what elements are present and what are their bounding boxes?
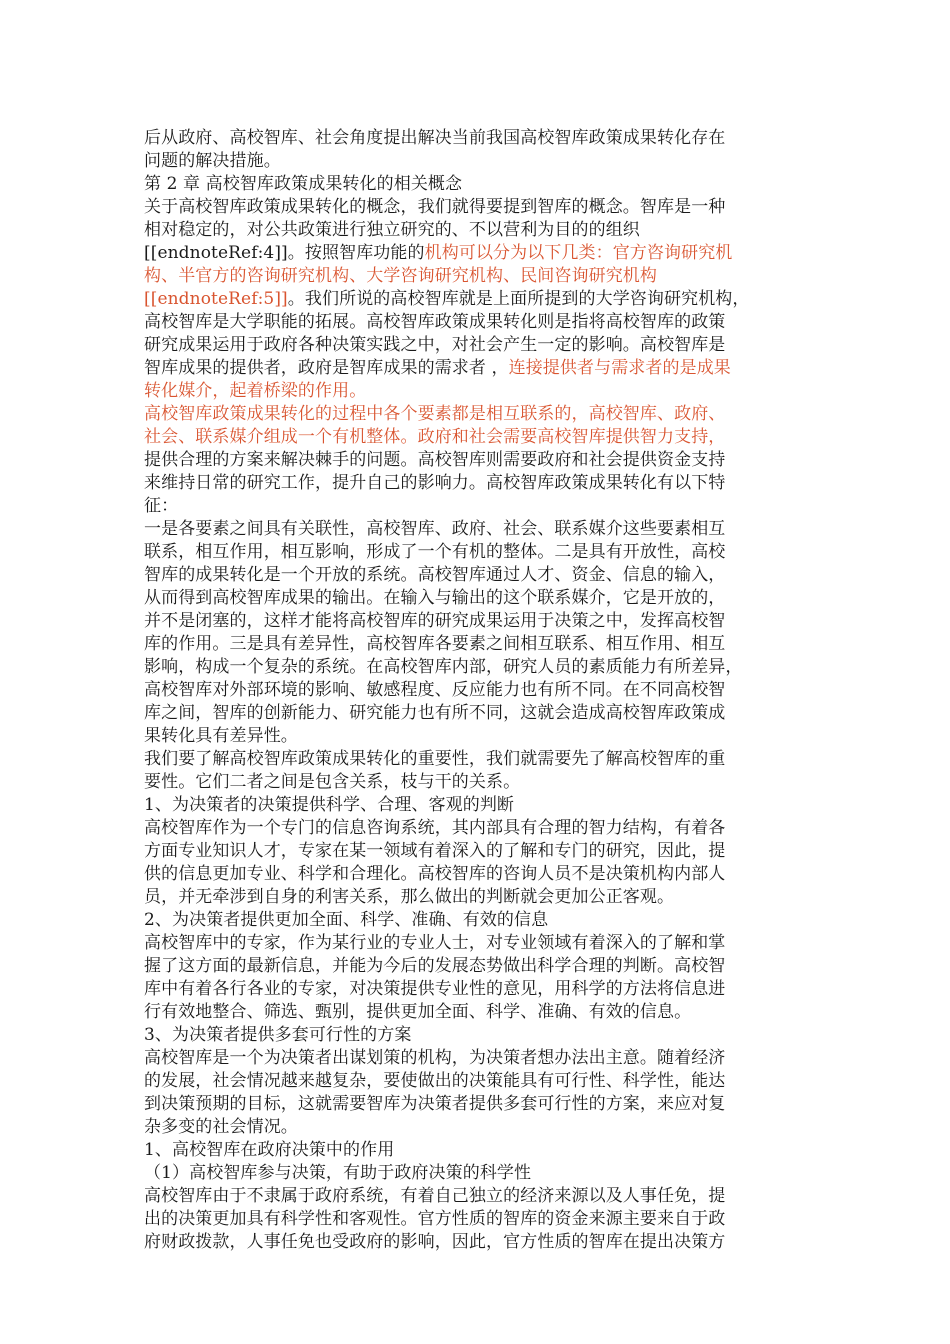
text-line xyxy=(144,748,808,771)
text-line xyxy=(144,1047,808,1070)
text-line xyxy=(144,955,808,978)
body-text: 方面专业知识人才，专家在某一领域有着深入的了解和专门的研究，因此，提 xyxy=(144,841,726,861)
body-text: 征： xyxy=(144,496,179,516)
document-body xyxy=(144,127,808,1254)
body-text: 到决策预期的目标，这就需要智库为决策者提供多套可行性的方案，来应对复 xyxy=(144,1094,726,1114)
highlighted-text: 机构可以分为以下几类：官方咨询研究机 xyxy=(424,243,733,263)
text-line xyxy=(144,311,808,334)
body-text: 高校智库是一个为决策者出谋划策的机构，为决策者想办法出主意。随着经济 xyxy=(144,1048,726,1068)
body-text: 。我们所说的高校智库就是上面所提到的大学咨询研究机构， xyxy=(287,289,750,309)
text-line xyxy=(144,242,808,265)
body-text: 我们要了解高校智库政策成果转化的重要性，我们就需要先了解高校智库的重 xyxy=(144,749,726,769)
text-line xyxy=(144,173,808,196)
text-line xyxy=(144,702,808,725)
text-line xyxy=(144,1231,808,1254)
body-text: 行有效地整合、筛选、甄别，提供更加全面、科学、准确、有效的信息。 xyxy=(144,1002,692,1022)
text-line xyxy=(144,472,808,495)
text-line xyxy=(144,564,808,587)
text-line xyxy=(144,150,808,173)
body-text: 库的作用。三是具有差异性，高校智库各要素之间相互联系、相互作用、相互 xyxy=(144,634,726,654)
text-line xyxy=(144,1208,808,1231)
body-text: 握了这方面的最新信息，并能为今后的发展态势做出科学合理的判断。高校智 xyxy=(144,956,726,976)
body-text: 研究成果运用于政府各种决策实践之中，对社会产生一定的影响。高校智库是 xyxy=(144,335,726,355)
text-line xyxy=(144,1024,808,1047)
body-text: 提供合理的方案来解决棘手的问题。高校智库则需要政府和社会提供资金支持 xyxy=(144,450,726,470)
body-text: 要性。它们二者之间是包含关系，枝与干的关系。 xyxy=(144,772,521,792)
text-line xyxy=(144,541,808,564)
body-text: 从而得到高校智库成果的输出。在输入与输出的这个联系媒介，它是开放的， xyxy=(144,588,726,608)
highlighted-text: 连接提供者与需求者的是成果 xyxy=(508,358,731,378)
body-text: 1、为决策者的决策提供科学、合理、客观的判断 xyxy=(144,795,515,815)
text-line xyxy=(144,357,808,380)
text-line xyxy=(144,978,808,1001)
body-text: 3、为决策者提供多套可行性的方案 xyxy=(144,1025,412,1045)
text-line xyxy=(144,1139,808,1162)
text-line xyxy=(144,725,808,748)
text-line xyxy=(144,840,808,863)
body-text: 高校智库是大学职能的拓展。高校智库政策成果转化则是指将高校智库的政策 xyxy=(144,312,726,332)
body-text: 果转化具有差异性。 xyxy=(144,726,298,746)
text-line xyxy=(144,1162,808,1185)
text-line xyxy=(144,886,808,909)
body-text: 智库的成果转化是一个开放的系统。高校智库通过人才、资金、信息的输入， xyxy=(144,565,726,585)
text-line xyxy=(144,288,808,311)
body-text: 高校智库对外部环境的影响、敏感程度、反应能力也有所不同。在不同高校智 xyxy=(144,680,726,700)
body-text: 一是各要素之间具有关联性，高校智库、政府、社会、联系媒介这些要素相互 xyxy=(144,519,726,539)
body-text: 府财政拨款，人事任免也受政府的影响，因此，官方性质的智库在提出决策方 xyxy=(144,1232,726,1252)
text-line xyxy=(144,794,808,817)
highlighted-text: 转化媒介，起着桥梁的作用。 xyxy=(144,381,367,401)
highlighted-text: [[endnoteRef:5]] xyxy=(144,289,288,309)
text-line xyxy=(144,449,808,472)
body-text: 并不是闭塞的，这样才能将高校智库的研究成果运用于决策之中，发挥高校智 xyxy=(144,611,726,631)
body-text: 的发展，社会情况越来越复杂，要使做出的决策能具有可行性、科学性，能达 xyxy=(144,1071,726,1091)
text-line xyxy=(144,403,808,426)
body-text: 高校智库由于不隶属于政府系统，有着自己独立的经济来源以及人事任免，提 xyxy=(144,1186,726,1206)
body-text: 高校智库中的专家，作为某行业的专业人士，对专业领域有着深入的了解和掌 xyxy=(144,933,726,953)
body-text: 联系，相互作用，相互影响，形成了一个有机的整体。二是具有开放性，高校 xyxy=(144,542,726,562)
body-text: [[endnoteRef:4]]。按照智库功能的 xyxy=(144,243,425,263)
body-text: 影响，构成一个复杂的系统。在高校智库内部，研究人员的素质能力有所差异， xyxy=(144,657,743,677)
body-text: 库之间，智库的创新能力、研究能力也有所不同，这就会造成高校智库政策成 xyxy=(144,703,726,723)
body-text: （1）高校智库参与决策，有助于政府决策的科学性 xyxy=(144,1163,532,1183)
text-line xyxy=(144,219,808,242)
text-line xyxy=(144,817,808,840)
text-line xyxy=(144,426,808,449)
text-line xyxy=(144,196,808,219)
highlighted-text: 社会、联系媒介组成一个有机整体。政府和社会需要高校智库提供智力支持， xyxy=(144,427,726,447)
text-line xyxy=(144,1001,808,1024)
text-line xyxy=(144,1116,808,1139)
body-text: 1、高校智库在政府决策中的作用 xyxy=(144,1140,395,1160)
body-text: 后从政府、高校智库、社会角度提出解决当前我国高校智库政策成果转化存在 xyxy=(144,128,726,148)
body-text: 库中有着各行各业的专家，对决策提供专业性的意见，用科学的方法将信息进 xyxy=(144,979,726,999)
body-text: 出的决策更加具有科学性和客观性。官方性质的智库的资金来源主要来自于政 xyxy=(144,1209,726,1229)
body-text: 员，并无牵涉到自身的利害关系，那么做出的判断就会更加公正客观。 xyxy=(144,887,675,907)
body-text: 关于高校智库政策成果转化的概念，我们就得要提到智库的概念。智库是一种 xyxy=(144,197,726,217)
text-line xyxy=(144,610,808,633)
body-text: 问题的解决措施。 xyxy=(144,151,281,171)
text-line xyxy=(144,863,808,886)
text-line xyxy=(144,679,808,702)
body-text: 高校智库作为一个专门的信息咨询系统，其内部具有合理的智力结构，有着各 xyxy=(144,818,726,838)
text-line xyxy=(144,909,808,932)
body-text: 杂多变的社会情况。 xyxy=(144,1117,298,1137)
body-text: 2、为决策者提供更加全面、科学、准确、有效的信息 xyxy=(144,910,549,930)
text-line xyxy=(144,656,808,679)
text-line xyxy=(144,1093,808,1116)
body-text: 第 2 章 高校智库政策成果转化的相关概念 xyxy=(144,174,463,194)
body-text: 来维持日常的研究工作，提升自己的影响力。高校智库政策成果转化有以下特 xyxy=(144,473,726,493)
text-line xyxy=(144,633,808,656)
highlighted-text: 构、半官方的咨询研究机构、大学咨询研究机构、民间咨询研究机构 xyxy=(144,266,657,286)
text-line xyxy=(144,1070,808,1093)
text-line xyxy=(144,495,808,518)
body-text: 相对稳定的，对公共政策进行独立研究的、不以营利为目的的组织 xyxy=(144,220,640,240)
text-line xyxy=(144,518,808,541)
text-line xyxy=(144,932,808,955)
text-line xyxy=(144,587,808,610)
text-line xyxy=(144,265,808,288)
text-line xyxy=(144,1185,808,1208)
highlighted-text: 高校智库政策成果转化的过程中各个要素都是相互联系的，高校智库、政府、 xyxy=(144,404,726,424)
body-text: 供的信息更加专业、科学和合理化。高校智库的咨询人员不是决策机构内部人 xyxy=(144,864,726,884)
body-text: 智库成果的提供者，政府是智库成果的需求者 ， xyxy=(144,358,509,378)
text-line xyxy=(144,334,808,357)
text-line xyxy=(144,380,808,403)
text-line xyxy=(144,127,808,150)
text-line xyxy=(144,771,808,794)
